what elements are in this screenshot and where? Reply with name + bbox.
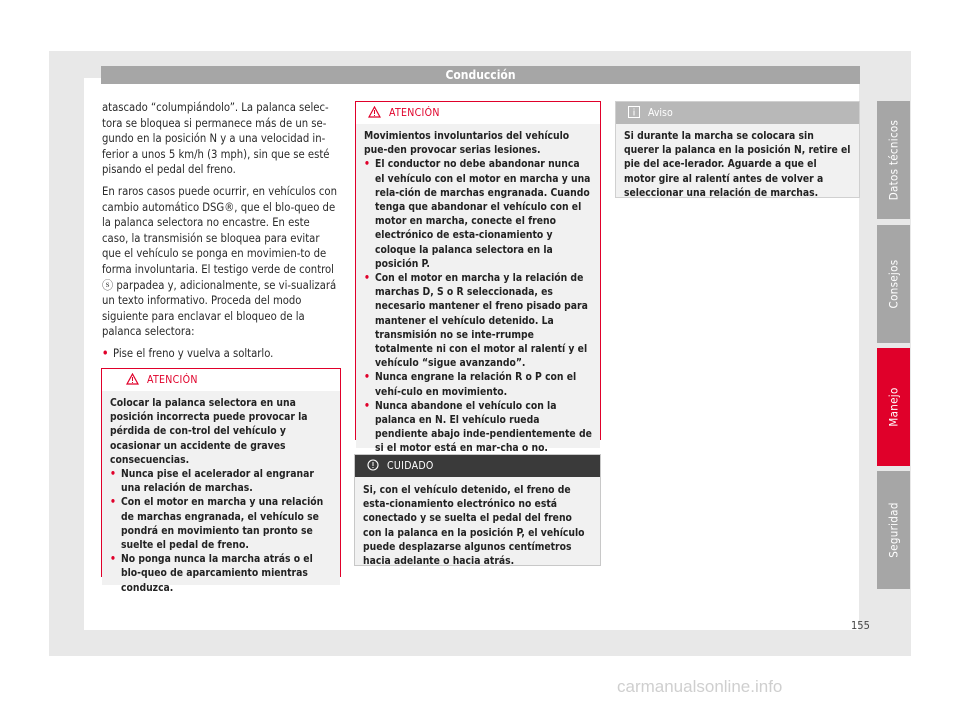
warning-triangle-icon [368, 106, 381, 121]
left-column [102, 100, 339, 368]
watermark: carmanualsonline.info [617, 677, 783, 696]
warning-title: ATENCIÓN [147, 374, 198, 386]
tab-consejos[interactable]: Consejos [877, 225, 910, 343]
warning-item: • Nunca pise el acelerador al engranar una relación de marchas. [110, 467, 332, 495]
note-box [615, 101, 860, 198]
caution-box [354, 454, 601, 566]
tab-seguridad[interactable]: Seguridad [877, 471, 910, 589]
warning-box-1 [101, 368, 341, 594]
info-icon [628, 106, 640, 121]
warning-item: • No ponga nunca la marcha atrás o el blo-queo de aparcamiento mientras conduzca. [110, 552, 332, 595]
caution-title: CUIDADO [387, 460, 434, 472]
tab-datos-tecnicos[interactable]: Datos técnicos [877, 101, 910, 219]
bullet-item: • Pise el freno y vuelva a soltarlo. [102, 346, 339, 362]
note-title: Aviso [648, 107, 673, 119]
warning-title: ATENCIÓN [389, 107, 440, 119]
tab-manejo[interactable]: Manejo [877, 348, 910, 466]
warning-item: • Con el motor en marcha y una relación de marchas engranada, el vehículo se pondrá en movimiento tan pronto se suelte el pedal de freno. [110, 495, 332, 552]
warning-triangle-icon [126, 373, 139, 388]
caution-text: Si, con el vehículo detenido, el freno de esta-cionamiento electrónico no está conectado y se suelta el pedal del freno con la palanca en la posición P, el vehículo puede desplazarse algunos centímetros hacia adelante o hacia atrás. [363, 484, 585, 568]
page-number: 155 [851, 619, 870, 632]
caution-circle-icon [367, 459, 379, 474]
warning-item: • El conductor no debe abandonar nunca el vehículo con el motor en marcha y una rela-ción de marchas engranada. Cuando tenga que abandonar el vehículo con el motor en marcha, conecte el freno electrónico de esta-cionamiento y coloque la palanca selectora en la posición P. [364, 157, 592, 271]
paragraph-2: En raros casos puede ocurrir, en vehículos con cambio automático DSG®, que el blo-queo de la palanca selectora no encastre. En este caso, la transmisión se bloquea para evitar que el vehículo se ponga en movimien-to de forma involuntaria. El testigo verde de control ⓢ parpadea y, adicionalmente, se vi-sualizará un texto informativo. Proceda del modo siguiente para enclavar el bloqueo de la palanca selectora: [102, 184, 337, 339]
warning-intro: Movimientos involuntarios del vehículo pue-den provocar serias lesiones. [364, 130, 570, 157]
warning-intro: Colocar la palanca selectora en una posición incorrecta puede provocar la pérdida de con-trol del vehículo y ocasionar un accidente de graves consecuencias. [110, 397, 308, 466]
section-header: Conducción [101, 66, 860, 84]
warning-box-2 [355, 101, 601, 455]
warning-item: • Con el motor en marcha y la relación de marchas D, S o R seleccionada, es necesario mantener el freno pisado para mantener el vehículo detenido. La transmisión no se inte-rrumpe totalmente ni con el motor al ralentí y el vehículo “sigue avanzando”. [364, 271, 592, 370]
note-text: Si durante la marcha se colocara sin querer la palanca en la posición N, retire el pie del ace-lerador. Aguarde a que el motor gire al ralentí antes de volver a seleccionar una relación de marchas. [624, 130, 851, 199]
warning-item: • Nunca engrane la relación R o P con el vehí-culo en movimiento. [364, 370, 592, 398]
warning-item: • Nunca abandone el vehículo con la palanca en N. El vehículo rueda pendiente abajo inde-pendientemente de si el motor está en mar-cha o no. [364, 399, 592, 456]
paragraph-1: atascado “columpiándolo”. La palanca selec-tora se bloquea si permanece más de un se-gundo en la posición N y a una velocidad in-ferior a unos 5 km/h (3 mph), sin que se esté pisando el pedal del freno. [102, 101, 330, 177]
